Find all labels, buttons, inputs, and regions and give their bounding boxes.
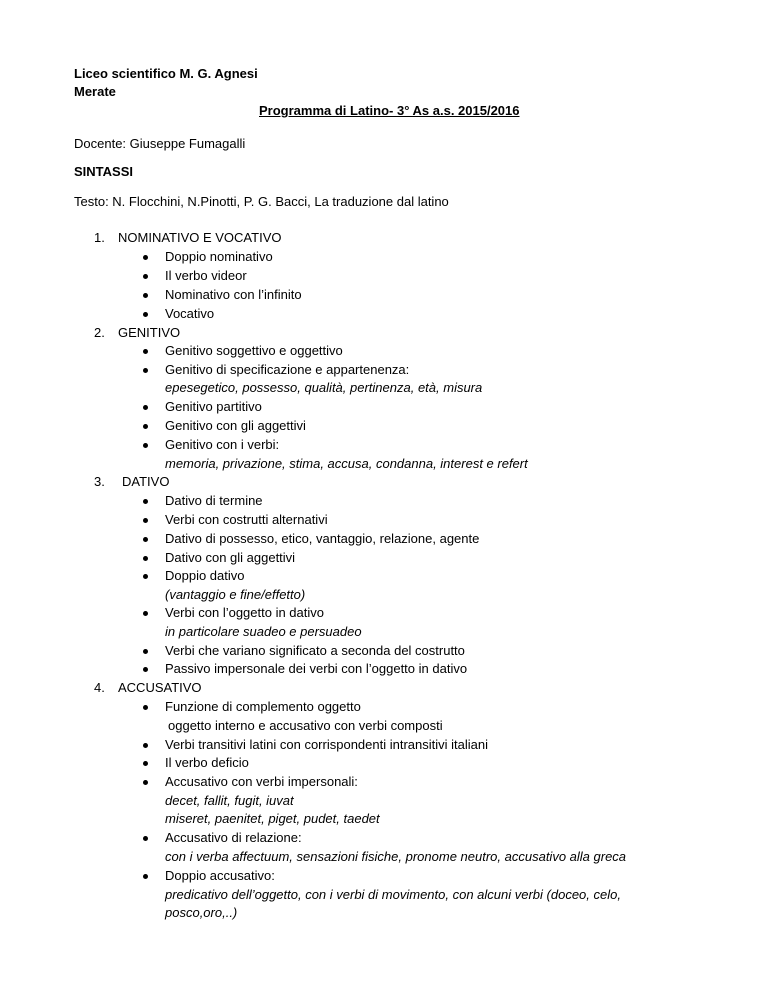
list-item: Vocativo xyxy=(165,306,215,321)
bullet-icon xyxy=(143,443,148,448)
list-item: Funzione di complemento oggetto xyxy=(165,699,361,714)
list-item: Il verbo deficio xyxy=(165,755,249,770)
bullet-icon xyxy=(143,499,148,504)
list-item: Verbi con costrutti alternativi xyxy=(165,512,328,527)
bullet-icon xyxy=(143,743,148,748)
list-item: Genitivo partitivo xyxy=(165,399,262,414)
item-note: memoria, privazione, stima, accusa, condanna, interest e refert xyxy=(165,456,528,471)
bullet-icon xyxy=(143,611,148,616)
list-item: Nominativo con l’infinito xyxy=(165,287,302,302)
bullet-icon xyxy=(143,255,148,260)
section-title: GENITIVO xyxy=(118,325,181,340)
list-item: Passivo impersonale dei verbi con l’oggetto in dativo xyxy=(165,661,468,676)
textbook-line: Testo: N. Flocchini, N.Pinotti, P. G. Bacci, La traduzione dal latino xyxy=(74,194,449,209)
list-item: Genitivo con i verbi: xyxy=(165,437,280,452)
bullet-icon xyxy=(143,518,148,523)
bullet-icon xyxy=(143,667,148,672)
bullet-icon xyxy=(143,368,148,373)
list-item: Accusativo con verbi impersonali: xyxy=(165,774,358,789)
list-item: Dativo di possesso, etico, vantaggio, relazione, agente xyxy=(165,531,480,546)
list-item: Doppio dativo xyxy=(165,568,245,583)
list-item: Doppio nominativo xyxy=(165,249,273,264)
bullet-icon xyxy=(143,274,148,279)
item-note: (vantaggio e fine/effetto) xyxy=(165,587,306,602)
city-name: Merate xyxy=(74,84,116,99)
list-item: Genitivo con gli aggettivi xyxy=(165,418,306,433)
bullet-icon xyxy=(143,537,148,542)
item-note: oggetto interno e accusativo con verbi composti xyxy=(168,718,443,733)
list-item: Verbi con l’oggetto in dativo xyxy=(165,605,324,620)
list-item: Genitivo soggettivo e oggettivo xyxy=(165,343,343,358)
section-heading: SINTASSI xyxy=(74,164,133,179)
item-note: epesegetico, possesso, qualità, pertinenza, età, misura xyxy=(165,380,483,395)
section-title: NOMINATIVO E VOCATIVO xyxy=(118,230,282,245)
section-title: DATIVO xyxy=(122,474,170,489)
section-number: 2. xyxy=(94,325,105,340)
section-number: 3. xyxy=(94,474,105,489)
section-number: 4. xyxy=(94,680,105,695)
item-note: in particolare suadeo e persuadeo xyxy=(165,624,362,639)
teacher-line: Docente: Giuseppe Fumagalli xyxy=(74,136,246,151)
bullet-icon xyxy=(143,293,148,298)
list-item: Dativo con gli aggettivi xyxy=(165,550,296,565)
item-note: decet, fallit, fugit, iuvat xyxy=(165,793,294,808)
program-title: Programma di Latino- 3° As a.s. 2015/2016 xyxy=(259,103,520,118)
bullet-icon xyxy=(143,761,148,766)
section-number: 1. xyxy=(94,230,105,245)
bullet-icon xyxy=(143,556,148,561)
bullet-icon xyxy=(143,649,148,654)
list-item: Verbi transitivi latini con corrispondenti intransitivi italiani xyxy=(165,737,488,752)
bullet-icon xyxy=(143,874,148,879)
bullet-icon xyxy=(143,574,148,579)
section-title: ACCUSATIVO xyxy=(118,680,202,695)
list-item: Verbi che variano significato a seconda del costrutto xyxy=(165,643,465,658)
list-item: Il verbo videor xyxy=(165,268,247,283)
list-item: Genitivo di specificazione e appartenenza: xyxy=(165,362,410,377)
bullet-icon xyxy=(143,312,148,317)
school-name: Liceo scientifico M. G. Agnesi xyxy=(74,66,258,81)
item-note: posco,oro,..) xyxy=(165,905,238,920)
bullet-icon xyxy=(143,405,148,410)
list-item: Dativo di termine xyxy=(165,493,263,508)
list-item: Doppio accusativo: xyxy=(165,868,275,883)
item-note: con i verba affectuum, sensazioni fisiche, pronome neutro, accusativo alla greca xyxy=(165,849,627,864)
list-item: Accusativo di relazione: xyxy=(165,830,302,845)
bullet-icon xyxy=(143,780,148,785)
bullet-icon xyxy=(143,424,148,429)
item-note: predicativo dell’oggetto, con i verbi di movimento, con alcuni verbi (doceo, celo, xyxy=(165,887,621,902)
item-note: miseret, paenitet, piget, pudet, taedet xyxy=(165,811,380,826)
bullet-icon xyxy=(143,705,148,710)
bullet-icon xyxy=(143,349,148,354)
bullet-icon xyxy=(143,836,148,841)
